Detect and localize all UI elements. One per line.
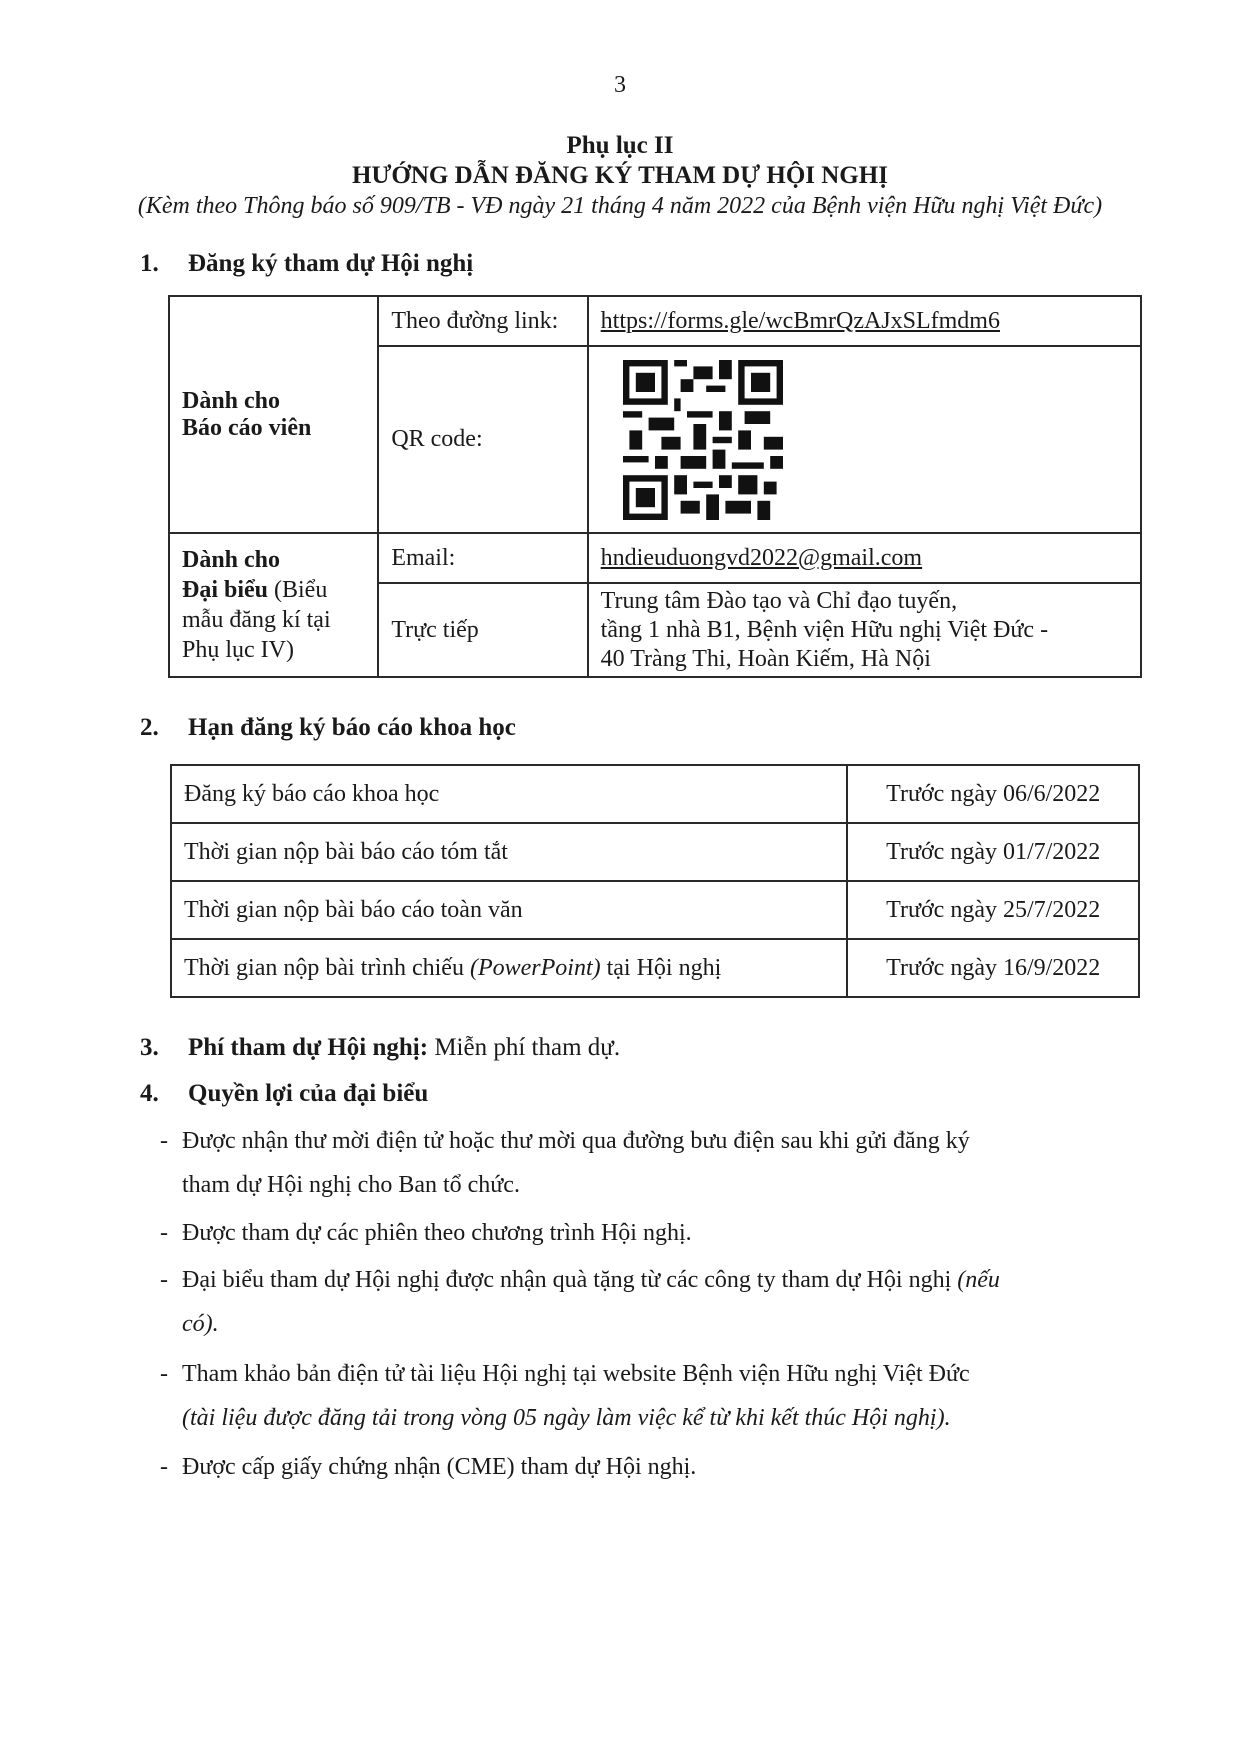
section-title: Hạn đăng ký báo cáo khoa học bbox=[188, 714, 516, 741]
delegate-group-label-2: Đại biểu bbox=[182, 577, 269, 603]
list-item bbox=[160, 1119, 1120, 1207]
table-row bbox=[171, 765, 1139, 823]
benefit-text: Được nhận thư mời điện tử hoặc thư mời qua đường bưu điện sau khi gửi đăng ký bbox=[182, 1128, 970, 1154]
deadline-table bbox=[170, 764, 1140, 998]
section-title: Đăng ký tham dự Hội nghị bbox=[188, 250, 474, 277]
deadline-cell: Trước ngày 06/6/2022 bbox=[847, 765, 1139, 823]
page-number: 3 bbox=[614, 72, 626, 98]
address-line: tầng 1 nhà B1, Bệnh viện Hữu nghị Việt Đức - bbox=[600, 616, 1049, 643]
section-number: 3. bbox=[140, 1034, 159, 1061]
email-link[interactable]: hndieuduongvd2022@gmail.com bbox=[600, 544, 923, 571]
list-item bbox=[160, 1211, 1120, 1255]
task-text: tại Hội nghị bbox=[600, 954, 722, 981]
benefit-text-italic: (nếu bbox=[957, 1267, 1000, 1293]
qr-code-cell bbox=[588, 346, 1141, 533]
qr-code-image[interactable] bbox=[623, 360, 783, 520]
delegate-group-cell bbox=[169, 533, 378, 677]
benefit-text-italic: có). bbox=[182, 1311, 219, 1337]
fee-value: Miễn phí tham dự. bbox=[428, 1034, 621, 1061]
registration-table bbox=[168, 295, 1142, 678]
section-number: 2. bbox=[140, 714, 159, 741]
dash: - bbox=[160, 1128, 168, 1154]
benefit-text: Được cấp giấy chứng nhận (CME) tham dự Hội nghị. bbox=[182, 1454, 697, 1480]
benefit-text: Tham khảo bản điện tử tài liệu Hội nghị tại website Bệnh viện Hữu nghị Việt Đức bbox=[182, 1361, 970, 1387]
section-4-heading bbox=[140, 1080, 428, 1108]
section-2-heading bbox=[140, 714, 516, 742]
list-item bbox=[160, 1445, 1120, 1489]
reporter-group-cell bbox=[169, 296, 378, 533]
reporter-group-label: Dành cho bbox=[182, 387, 281, 414]
table-row bbox=[171, 823, 1139, 881]
document-title: HƯỚNG DẪN ĐĂNG KÝ THAM DỰ HỘI NGHỊ bbox=[352, 162, 888, 189]
delegate-group-label: Dành cho bbox=[182, 547, 281, 573]
benefit-text: Đại biểu tham dự Hội nghị được nhận quà tặng từ các công ty tham dự Hội nghị bbox=[182, 1267, 958, 1293]
task-cell: Đăng ký báo cáo khoa học bbox=[171, 765, 847, 823]
reporter-group-label-2: Báo cáo viên bbox=[182, 414, 312, 441]
section-number: 4. bbox=[140, 1080, 159, 1107]
fee-label: Phí tham dự Hội nghị: bbox=[188, 1034, 429, 1061]
address-line: Trung tâm Đào tạo và Chỉ đạo tuyến, bbox=[600, 587, 958, 614]
section-1-heading bbox=[140, 250, 473, 278]
dash: - bbox=[160, 1454, 168, 1480]
task-text: Thời gian nộp bài trình chiếu bbox=[184, 954, 470, 981]
dash: - bbox=[160, 1220, 168, 1246]
table-row bbox=[171, 881, 1139, 939]
appendix-title: Phụ lục II bbox=[566, 132, 674, 159]
table-row bbox=[171, 939, 1139, 997]
document-reference: (Kèm theo Thông báo số 909/TB - VĐ ngày 21 tháng 4 năm 2022 của Bệnh viện Hữu nghị Việt Đức) bbox=[137, 193, 1103, 219]
task-cell: Thời gian nộp bài báo cáo toàn văn bbox=[171, 881, 847, 939]
list-item bbox=[160, 1258, 1120, 1346]
qr-label: QR code: bbox=[378, 346, 587, 533]
address-line: 40 Tràng Thi, Hoàn Kiếm, Hà Nội bbox=[600, 645, 931, 672]
section-number: 1. bbox=[140, 250, 159, 277]
deadline-cell: Trước ngày 16/9/2022 bbox=[847, 939, 1139, 997]
direct-label: Trực tiếp bbox=[378, 583, 587, 677]
benefit-text: Được tham dự các phiên theo chương trình Hội nghị. bbox=[182, 1220, 692, 1246]
section-3 bbox=[140, 1034, 620, 1062]
deadline-cell: Trước ngày 01/7/2022 bbox=[847, 823, 1139, 881]
delegate-form-note: (Biểu mẫu đăng kí tại Phụ lục IV) bbox=[182, 577, 331, 663]
email-label: Email: bbox=[378, 533, 587, 583]
address-cell bbox=[588, 583, 1141, 677]
task-cell bbox=[171, 939, 847, 997]
list-item bbox=[160, 1352, 1120, 1440]
benefit-text-italic: (tài liệu được đăng tải trong vòng 05 ngày làm việc kể từ khi kết thúc Hội nghị). bbox=[182, 1405, 951, 1431]
link-label: Theo đường link: bbox=[378, 296, 587, 346]
task-text-italic: (PowerPoint) bbox=[469, 954, 601, 981]
dash: - bbox=[160, 1267, 168, 1293]
registration-link[interactable]: https://forms.gle/wcBmrQzAJxSLfmdm6 bbox=[600, 307, 1000, 334]
benefit-text: tham dự Hội nghị cho Ban tổ chức. bbox=[182, 1172, 520, 1198]
deadline-cell: Trước ngày 25/7/2022 bbox=[847, 881, 1139, 939]
section-title: Quyền lợi của đại biểu bbox=[188, 1080, 429, 1107]
dash: - bbox=[160, 1361, 168, 1387]
task-cell: Thời gian nộp bài báo cáo tóm tắt bbox=[171, 823, 847, 881]
